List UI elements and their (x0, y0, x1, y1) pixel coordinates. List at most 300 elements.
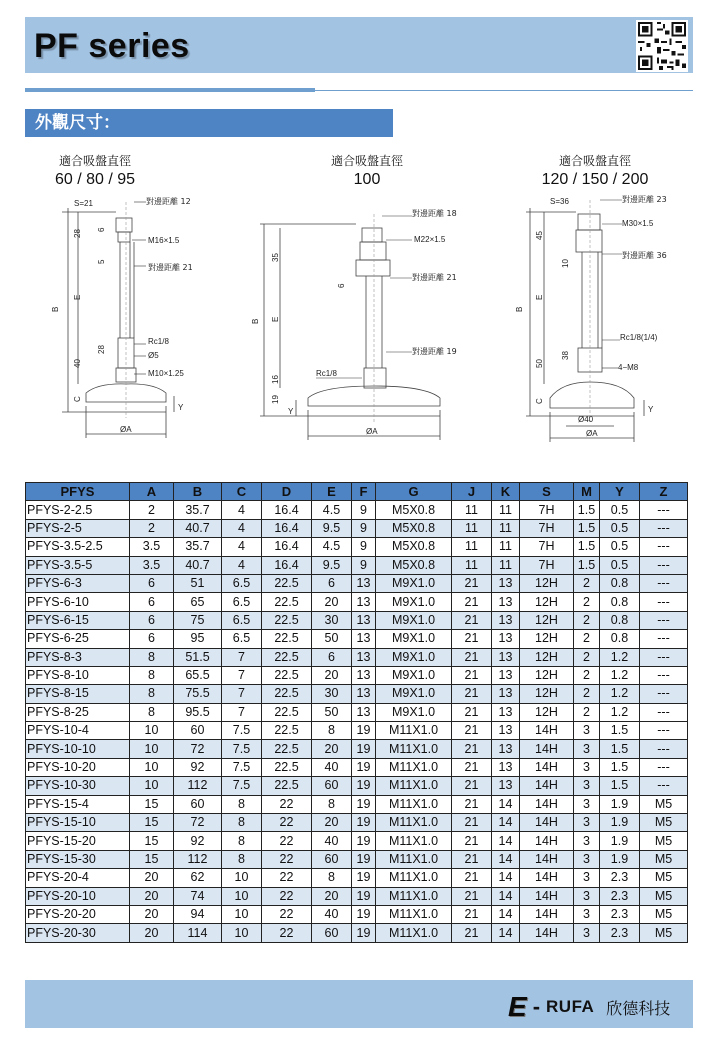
table-header-row (26, 483, 688, 501)
value-cell: 6 (130, 611, 174, 629)
value-cell: 1.2 (600, 703, 640, 721)
diagram-3-d50-label: 50 (535, 359, 544, 368)
table-row (26, 795, 688, 813)
value-cell: 1.9 (600, 832, 640, 850)
value-cell: --- (640, 703, 688, 721)
diagram-3-d45-label: 45 (535, 231, 544, 240)
value-cell: 8 (222, 850, 262, 868)
value-cell: 19 (352, 814, 376, 832)
value-cell: 20 (312, 814, 352, 832)
value-cell: 14H (520, 850, 574, 868)
value-cell: 8 (312, 722, 352, 740)
value-cell: 12H (520, 593, 574, 611)
value-cell: 19 (352, 777, 376, 795)
value-cell: 19 (352, 832, 376, 850)
model-cell: PFYS-8-25 (26, 703, 130, 721)
value-cell: 10 (222, 924, 262, 942)
value-cell: 3 (574, 722, 600, 740)
value-cell: 92 (174, 832, 222, 850)
value-cell: 13 (492, 758, 520, 776)
value-cell: 51.5 (174, 648, 222, 666)
value-cell: 14 (492, 887, 520, 905)
value-cell: 10 (130, 777, 174, 795)
value-cell: 2.3 (600, 869, 640, 887)
value-cell: M11X1.0 (376, 887, 452, 905)
value-cell: 7 (222, 666, 262, 684)
diagram-1-flat2-label: 對邊距離 21 (148, 263, 193, 272)
diagram-2-d19-label: 19 (271, 395, 280, 404)
value-cell: 3 (574, 814, 600, 832)
value-cell: 14 (492, 832, 520, 850)
header-rule (25, 88, 315, 92)
value-cell: 14 (492, 924, 520, 942)
value-cell: 3.5 (130, 556, 174, 574)
value-cell: 16.4 (262, 556, 312, 574)
value-cell: 20 (312, 593, 352, 611)
column-header: A (130, 483, 174, 501)
value-cell: 21 (452, 758, 492, 776)
value-cell: 7H (520, 556, 574, 574)
value-cell: 22.5 (262, 740, 312, 758)
diagram-3-flat1-label: 對邊距離 23 (622, 195, 667, 204)
value-cell: 112 (174, 850, 222, 868)
value-cell: 12H (520, 666, 574, 684)
diagram-2-heading (312, 152, 422, 189)
value-cell: 3 (574, 887, 600, 905)
value-cell: 13 (492, 593, 520, 611)
value-cell: 60 (174, 722, 222, 740)
value-cell: 1.5 (574, 538, 600, 556)
value-cell: 8 (312, 869, 352, 887)
value-cell: 1.5 (574, 501, 600, 519)
value-cell: M5 (640, 795, 688, 813)
value-cell: 12H (520, 648, 574, 666)
value-cell: 40.7 (174, 519, 222, 537)
value-cell: 14H (520, 777, 574, 795)
value-cell: 10 (222, 887, 262, 905)
value-cell: 2 (574, 611, 600, 629)
value-cell: M5 (640, 814, 688, 832)
value-cell: M5X0.8 (376, 519, 452, 537)
value-cell: 35.7 (174, 501, 222, 519)
value-cell: 13 (492, 611, 520, 629)
model-cell: PFYS-15-20 (26, 832, 130, 850)
value-cell: 7H (520, 538, 574, 556)
column-header: E (312, 483, 352, 501)
diagram-2-a-label: ØA (366, 427, 378, 436)
diagram-2-flat1-label: 對邊距離 18 (412, 209, 457, 218)
value-cell: 40 (312, 905, 352, 923)
value-cell: 21 (452, 740, 492, 758)
value-cell: 1.5 (574, 556, 600, 574)
value-cell: 9.5 (312, 519, 352, 537)
value-cell: M5 (640, 924, 688, 942)
value-cell: 6.5 (222, 630, 262, 648)
table-row (26, 593, 688, 611)
value-cell: 14H (520, 832, 574, 850)
value-cell: 21 (452, 887, 492, 905)
value-cell: --- (640, 519, 688, 537)
value-cell: 3.5 (130, 538, 174, 556)
value-cell: 21 (452, 722, 492, 740)
value-cell: 9 (352, 556, 376, 574)
table-row (26, 611, 688, 629)
value-cell: 14H (520, 869, 574, 887)
value-cell: 20 (130, 869, 174, 887)
value-cell: 9.5 (312, 556, 352, 574)
value-cell: 13 (492, 722, 520, 740)
table-row (26, 630, 688, 648)
value-cell: 8 (222, 814, 262, 832)
model-cell: PFYS-2-5 (26, 519, 130, 537)
value-cell: 14 (492, 869, 520, 887)
diagram-1-rc-label: Rc1/8 (148, 337, 169, 346)
value-cell: M9X1.0 (376, 574, 452, 592)
value-cell: 13 (492, 685, 520, 703)
diagram-2-e-label: E (271, 316, 280, 322)
model-cell: PFYS-8-15 (26, 685, 130, 703)
value-cell: 2 (574, 685, 600, 703)
column-header: J (452, 483, 492, 501)
value-cell: 2 (574, 593, 600, 611)
value-cell: 60 (312, 924, 352, 942)
table-row (26, 722, 688, 740)
value-cell: 16.4 (262, 501, 312, 519)
dimension-drawing-1 (38, 188, 238, 446)
value-cell: 8 (130, 648, 174, 666)
value-cell: 22.5 (262, 574, 312, 592)
value-cell: 21 (452, 685, 492, 703)
value-cell: 0.8 (600, 611, 640, 629)
value-cell: --- (640, 630, 688, 648)
value-cell: 4 (222, 556, 262, 574)
value-cell: 30 (312, 685, 352, 703)
diagram-3-d10-label: 10 (561, 259, 570, 268)
value-cell: 14H (520, 814, 574, 832)
value-cell: M5 (640, 850, 688, 868)
diagram-2-rc-label: Rc1/8 (316, 369, 337, 378)
diagram-3-d40-label: Ø40 (578, 415, 594, 424)
value-cell: 21 (452, 648, 492, 666)
diagram-1-a-label: ØA (120, 425, 132, 434)
value-cell: 22 (262, 850, 312, 868)
value-cell: 3 (574, 905, 600, 923)
value-cell: 6 (312, 574, 352, 592)
value-cell: --- (640, 777, 688, 795)
value-cell: 11 (452, 501, 492, 519)
diagram-3-thread-label: M30×1.5 (622, 219, 654, 228)
diagram-1-thread-label: M16×1.5 (148, 236, 180, 245)
diagram-2-y-label: Y (288, 407, 294, 416)
value-cell: 21 (452, 593, 492, 611)
value-cell: M11X1.0 (376, 722, 452, 740)
model-cell: PFYS-20-20 (26, 905, 130, 923)
diagram-2-sizes: 100 (353, 171, 381, 188)
value-cell: 6.5 (222, 574, 262, 592)
value-cell: 19 (352, 887, 376, 905)
value-cell: 10 (130, 722, 174, 740)
diagram-3-b-label: B (515, 306, 524, 312)
diagram-2-d16-label: 16 (271, 375, 280, 384)
value-cell: 13 (352, 648, 376, 666)
value-cell: 11 (492, 556, 520, 574)
value-cell: 22.5 (262, 758, 312, 776)
value-cell: 1.2 (600, 648, 640, 666)
diagram-1-d6-label: 6 (97, 227, 106, 232)
value-cell: 13 (492, 740, 520, 758)
table-row (26, 574, 688, 592)
model-cell: PFYS-6-15 (26, 611, 130, 629)
value-cell: 2.3 (600, 887, 640, 905)
value-cell: 4 (222, 538, 262, 556)
value-cell: 60 (174, 795, 222, 813)
value-cell: 92 (174, 758, 222, 776)
value-cell: 6 (312, 648, 352, 666)
value-cell: 19 (352, 795, 376, 813)
value-cell: 14H (520, 722, 574, 740)
value-cell: M5 (640, 832, 688, 850)
value-cell: 14H (520, 887, 574, 905)
value-cell: 2 (574, 666, 600, 684)
value-cell: 3 (574, 850, 600, 868)
value-cell: --- (640, 685, 688, 703)
column-header: M (574, 483, 600, 501)
value-cell: 11 (452, 519, 492, 537)
logo-dash: - (532, 994, 541, 1019)
value-cell: 13 (492, 703, 520, 721)
value-cell: 3 (574, 777, 600, 795)
value-cell: --- (640, 574, 688, 592)
value-cell: 22 (262, 795, 312, 813)
value-cell: 72 (174, 740, 222, 758)
diagram-3-m8-label: 4−M8 (618, 363, 639, 372)
model-cell: PFYS-3.5-5 (26, 556, 130, 574)
value-cell: 7H (520, 519, 574, 537)
value-cell: 6.5 (222, 611, 262, 629)
value-cell: 2 (574, 648, 600, 666)
value-cell: 9 (352, 538, 376, 556)
value-cell: 22 (262, 924, 312, 942)
value-cell: 1.5 (574, 519, 600, 537)
model-cell: PFYS-6-25 (26, 630, 130, 648)
column-header: G (376, 483, 452, 501)
value-cell: 0.8 (600, 630, 640, 648)
value-cell: --- (640, 758, 688, 776)
diagram-1-sizes: 60 / 80 / 95 (54, 171, 136, 188)
diagram-3-d38-label: 38 (561, 351, 570, 360)
value-cell: 65.5 (174, 666, 222, 684)
value-cell: 95.5 (174, 703, 222, 721)
diagram-3-e-label: E (535, 294, 544, 300)
value-cell: 14H (520, 924, 574, 942)
value-cell: 7.5 (222, 722, 262, 740)
table-row (26, 924, 688, 942)
value-cell: 8 (130, 666, 174, 684)
value-cell: 11 (492, 519, 520, 537)
header-rule-thin (315, 90, 693, 91)
value-cell: 7.5 (222, 740, 262, 758)
value-cell: 22 (262, 869, 312, 887)
value-cell: 74 (174, 887, 222, 905)
value-cell: 13 (352, 574, 376, 592)
value-cell: 1.5 (600, 777, 640, 795)
column-header: K (492, 483, 520, 501)
value-cell: 21 (452, 795, 492, 813)
value-cell: 22.5 (262, 777, 312, 795)
model-cell: PFYS-3.5-2.5 (26, 538, 130, 556)
column-header: B (174, 483, 222, 501)
value-cell: 13 (492, 630, 520, 648)
value-cell: M11X1.0 (376, 814, 452, 832)
column-header: D (262, 483, 312, 501)
value-cell: 1.5 (600, 758, 640, 776)
value-cell: 50 (312, 703, 352, 721)
value-cell: 19 (352, 905, 376, 923)
value-cell: 21 (452, 832, 492, 850)
value-cell: 21 (452, 666, 492, 684)
value-cell: 21 (452, 869, 492, 887)
value-cell: 2 (574, 574, 600, 592)
value-cell: 10 (222, 869, 262, 887)
table-row (26, 740, 688, 758)
value-cell: 2 (574, 703, 600, 721)
value-cell: 21 (452, 924, 492, 942)
value-cell: --- (640, 666, 688, 684)
value-cell: 8 (130, 685, 174, 703)
value-cell: 12H (520, 630, 574, 648)
value-cell: 72 (174, 814, 222, 832)
value-cell: M5 (640, 887, 688, 905)
value-cell: 14 (492, 850, 520, 868)
value-cell: 40.7 (174, 556, 222, 574)
value-cell: 114 (174, 924, 222, 942)
diagram-3-flat2-label: 對邊距離 36 (622, 251, 667, 260)
value-cell: 22 (262, 814, 312, 832)
value-cell: 4.5 (312, 501, 352, 519)
value-cell: 21 (452, 905, 492, 923)
model-cell: PFYS-15-10 (26, 814, 130, 832)
value-cell: 13 (492, 777, 520, 795)
diagram-2-d6-label: 6 (337, 283, 346, 288)
value-cell: 7.5 (222, 758, 262, 776)
value-cell: 2.3 (600, 905, 640, 923)
value-cell: 51 (174, 574, 222, 592)
diagram-3-sizes: 120 / 150 / 200 (541, 171, 649, 188)
value-cell: 20 (130, 905, 174, 923)
model-cell: PFYS-8-3 (26, 648, 130, 666)
table-row (26, 538, 688, 556)
value-cell: 6 (130, 574, 174, 592)
table-row (26, 519, 688, 537)
value-cell: 7 (222, 703, 262, 721)
value-cell: 3 (574, 869, 600, 887)
value-cell: 2 (574, 630, 600, 648)
value-cell: 22.5 (262, 611, 312, 629)
value-cell: M9X1.0 (376, 666, 452, 684)
model-cell: PFYS-20-10 (26, 887, 130, 905)
value-cell: 1.9 (600, 814, 640, 832)
value-cell: 20 (130, 887, 174, 905)
value-cell: 20 (312, 666, 352, 684)
model-cell: PFYS-10-10 (26, 740, 130, 758)
table-row (26, 501, 688, 519)
value-cell: 8 (312, 795, 352, 813)
table-row (26, 556, 688, 574)
value-cell: 9 (352, 519, 376, 537)
value-cell: 14 (492, 905, 520, 923)
value-cell: 16.4 (262, 538, 312, 556)
column-header: S (520, 483, 574, 501)
value-cell: --- (640, 611, 688, 629)
model-cell: PFYS-15-30 (26, 850, 130, 868)
value-cell: 14H (520, 905, 574, 923)
value-cell: 3 (574, 758, 600, 776)
value-cell: 50 (312, 630, 352, 648)
value-cell: 13 (492, 648, 520, 666)
value-cell: 13 (492, 666, 520, 684)
value-cell: 4.5 (312, 538, 352, 556)
diagram-2-b-label: B (251, 318, 260, 324)
value-cell: 1.5 (600, 722, 640, 740)
value-cell: 21 (452, 574, 492, 592)
value-cell: 22.5 (262, 722, 312, 740)
table-row (26, 777, 688, 795)
value-cell: 15 (130, 795, 174, 813)
logo-name: RUFA (546, 997, 595, 1016)
company-logo (508, 992, 670, 1022)
value-cell: 13 (352, 666, 376, 684)
diagram-1-m10-label: M10×1.25 (148, 369, 184, 378)
value-cell: 7.5 (222, 777, 262, 795)
value-cell: 2 (130, 519, 174, 537)
diagram-2-caption: 適合吸盤直徑 (330, 154, 403, 168)
value-cell: 20 (312, 740, 352, 758)
model-cell: PFYS-15-4 (26, 795, 130, 813)
value-cell: 2.3 (600, 924, 640, 942)
value-cell: M9X1.0 (376, 593, 452, 611)
value-cell: M9X1.0 (376, 703, 452, 721)
value-cell: 21 (452, 703, 492, 721)
value-cell: 11 (452, 556, 492, 574)
value-cell: M11X1.0 (376, 758, 452, 776)
value-cell: 13 (352, 611, 376, 629)
value-cell: --- (640, 501, 688, 519)
diagram-3-rc-label: Rc1/8(1/4) (620, 333, 658, 342)
value-cell: 0.5 (600, 501, 640, 519)
value-cell: 3 (574, 924, 600, 942)
table-row (26, 814, 688, 832)
value-cell: 1.5 (600, 740, 640, 758)
value-cell: 20 (312, 887, 352, 905)
value-cell: 0.8 (600, 593, 640, 611)
value-cell: 13 (492, 574, 520, 592)
value-cell: 1.2 (600, 685, 640, 703)
diagram-1-caption: 適合吸盤直徑 (58, 154, 131, 168)
value-cell: 3 (574, 832, 600, 850)
value-cell: M11X1.0 (376, 924, 452, 942)
value-cell: 22 (262, 832, 312, 850)
value-cell: 19 (352, 869, 376, 887)
value-cell: 22.5 (262, 593, 312, 611)
value-cell: 19 (352, 740, 376, 758)
value-cell: 22.5 (262, 703, 312, 721)
value-cell: 12H (520, 685, 574, 703)
value-cell: M11X1.0 (376, 832, 452, 850)
value-cell: M9X1.0 (376, 685, 452, 703)
value-cell: M5X0.8 (376, 556, 452, 574)
value-cell: 1.9 (600, 795, 640, 813)
value-cell: 14 (492, 795, 520, 813)
